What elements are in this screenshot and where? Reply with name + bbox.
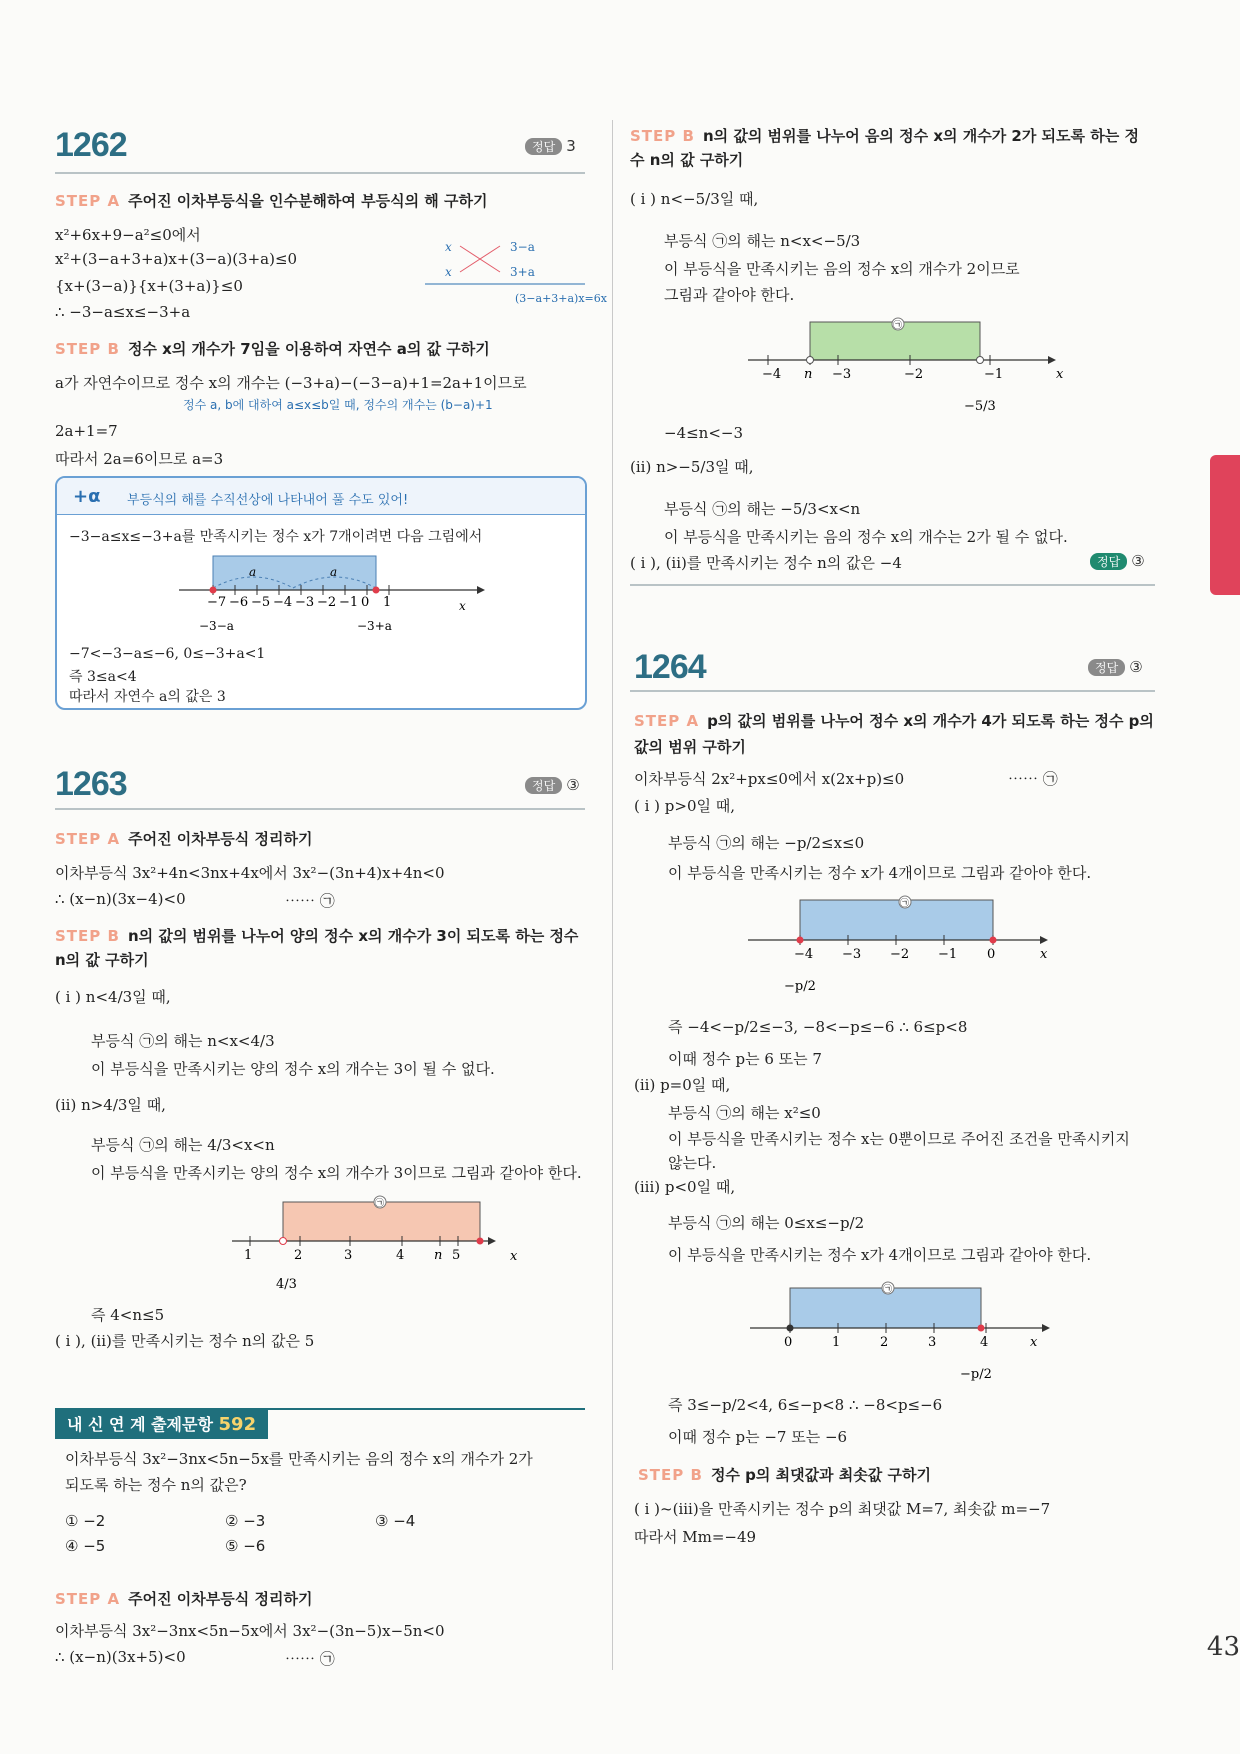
step-tag: STEP A bbox=[634, 712, 700, 730]
case-line: ( i ) p>0일 때, bbox=[634, 797, 736, 815]
step-tag: STEP A bbox=[55, 192, 121, 210]
text-line: 않는다. bbox=[668, 1154, 717, 1172]
text-line: 2a+1=7 bbox=[55, 422, 118, 440]
endpoint-marker bbox=[210, 587, 217, 594]
tick-label: 4 bbox=[980, 1335, 989, 1350]
answer-592 bbox=[1090, 552, 1145, 570]
step-a-1262 bbox=[55, 190, 488, 211]
region-marker-label: ㉠ bbox=[893, 321, 903, 331]
column-separator bbox=[612, 120, 613, 1670]
text-line: −4≤n<−3 bbox=[664, 424, 744, 442]
tick-label: −7 bbox=[207, 595, 227, 610]
tick-label: 2 bbox=[880, 1335, 889, 1350]
step-b-1263 bbox=[55, 924, 585, 972]
tick-label: −4 bbox=[762, 367, 782, 382]
divider bbox=[55, 172, 585, 174]
number-line-1263 bbox=[170, 1190, 518, 1298]
step-tag: STEP B bbox=[638, 1466, 703, 1484]
endpoint-marker bbox=[977, 357, 984, 364]
question-line: 되도록 하는 정수 n의 값은? bbox=[65, 1476, 247, 1494]
case-line: (ii) n>−5/3일 때, bbox=[630, 458, 754, 476]
endpoint-marker bbox=[990, 937, 997, 944]
answer-1263 bbox=[525, 776, 580, 794]
tick-label: n bbox=[434, 1248, 443, 1263]
tick-label: n bbox=[804, 367, 813, 382]
answer-label: 정답 bbox=[525, 777, 562, 794]
banner-number: 592 bbox=[218, 1414, 257, 1435]
step-title: n의 값의 범위를 나누어 음의 정수 x의 개수가 2가 되도록 하는 정수 n의 값 구하기 bbox=[630, 127, 1139, 169]
note: 정수 a, b에 대하여 a≤x≤b일 때, 정수의 개수는 (b−a)+1 bbox=[183, 398, 493, 412]
tick-label: −2 bbox=[890, 947, 910, 962]
eq-line: x²+(3−a+3+a)x+(3−a)(3+a)≤0 bbox=[55, 250, 298, 268]
tick-label: −1 bbox=[938, 947, 958, 962]
step-title: 주어진 이차부등식을 인수분해하여 부등식의 해 구하기 bbox=[128, 192, 488, 210]
text-line: 부등식 ㉠의 해는 x²≤0 bbox=[668, 1104, 821, 1122]
tick-label: −2 bbox=[904, 367, 924, 382]
problem-number-1263: 1263 bbox=[55, 765, 127, 803]
text-line: ( i )~(iii)을 만족시키는 정수 p의 최댓값 M=7, 최솟값 m=−7 bbox=[634, 1500, 1051, 1518]
left-endpoint-label: −3−a bbox=[199, 619, 234, 633]
choice[interactable]: ① −2 bbox=[65, 1512, 106, 1530]
tick-label: 0 bbox=[987, 947, 996, 962]
text-line: 이 부등식을 만족시키는 양의 정수 x의 개수가 3이므로 그림과 같아야 한다. bbox=[91, 1164, 582, 1182]
step-tag: STEP B bbox=[55, 340, 120, 358]
tip-line: 따라서 자연수 a의 값은 3 bbox=[69, 689, 226, 705]
case-line: (ii) p=0일 때, bbox=[634, 1076, 731, 1094]
tip-line: −7<−3−a≤−6, 0≤−3+a<1 bbox=[69, 646, 266, 662]
solution-region bbox=[800, 900, 993, 940]
text-line: 이 부등식을 만족시키는 음의 정수 x의 개수는 2가 될 수 없다. bbox=[664, 528, 1068, 546]
tick-label: −2 bbox=[317, 595, 337, 610]
right-endpoint-label: −3+a bbox=[357, 619, 392, 633]
case-line: (iii) p<0일 때, bbox=[634, 1178, 736, 1196]
endpoint-marker bbox=[807, 357, 814, 364]
endpoint-marker bbox=[797, 937, 804, 944]
answer-value: ③ bbox=[566, 776, 580, 794]
eq-line: ∴ −3−a≤x≤−3+a bbox=[55, 303, 191, 321]
divider bbox=[630, 584, 1155, 586]
problem-number-1262: 1262 bbox=[55, 126, 127, 164]
step-title: n의 값의 범위를 나누어 양의 정수 x의 개수가 3이 되도록 하는 정수 n의 값 구하기 bbox=[55, 927, 579, 969]
endpoint-marker bbox=[477, 1238, 484, 1245]
tick-label: −1 bbox=[339, 595, 359, 610]
step-title: 주어진 이차부등식 정리하기 bbox=[128, 1590, 313, 1608]
plus-alpha-icon: +α bbox=[73, 486, 101, 507]
step-a-1264 bbox=[634, 708, 1154, 760]
tick-label: 3 bbox=[928, 1335, 937, 1350]
step-title: p의 값의 범위를 나누어 정수 x의 개수가 4가 되도록 하는 정수 p의 값의 범위 구하기 bbox=[634, 712, 1154, 756]
text-line: 부등식 ㉠의 해는 n<x<−5/3 bbox=[664, 232, 861, 250]
choice[interactable]: ④ −5 bbox=[65, 1537, 106, 1555]
answer-1264 bbox=[1088, 658, 1143, 676]
fraction-label: −p/2 bbox=[784, 979, 816, 994]
step-tag: STEP A bbox=[55, 1590, 121, 1608]
text-line: 부등식 ㉠의 해는 4/3<x<n bbox=[91, 1136, 275, 1154]
tick-label: −4 bbox=[794, 947, 814, 962]
divider bbox=[630, 690, 1155, 692]
text-line: 이때 정수 p는 −7 또는 −6 bbox=[668, 1428, 848, 1446]
text-line: 따라서 2a=6이므로 a=3 bbox=[55, 450, 224, 468]
choice[interactable]: ② −3 bbox=[225, 1512, 266, 1530]
equation-ref: ⋯⋯ ㉠ bbox=[285, 1650, 335, 1668]
text-line: a가 자연수이므로 정수 x의 개수는 (−3+a)−(−3−a)+1=2a+1이므로 bbox=[55, 374, 527, 392]
tick-label: 1 bbox=[244, 1248, 253, 1263]
text-line: 이때 정수 p는 6 또는 7 bbox=[668, 1050, 822, 1068]
tick-label: 4 bbox=[396, 1248, 405, 1263]
text-line: 이 부등식을 만족시키는 정수 x가 4개이므로 그림과 같아야 한다. bbox=[668, 1246, 1092, 1264]
step-tag: STEP B bbox=[630, 127, 695, 145]
equation-ref: ⋯⋯ ㉠ bbox=[1008, 770, 1058, 788]
axis-label: x bbox=[1030, 1335, 1038, 1350]
conclusion: ( i ), (ii)를 만족시키는 정수 n의 값은 −4 bbox=[630, 554, 902, 572]
number-line-1264-b bbox=[750, 1272, 1070, 1388]
number-line-1264-a bbox=[740, 890, 1070, 1002]
region-marker-label: ㉠ bbox=[900, 899, 910, 909]
solution-region bbox=[213, 556, 376, 590]
number-line-tip bbox=[177, 552, 497, 642]
linked-question-banner bbox=[55, 1408, 268, 1439]
text-line: 따라서 Mm=−49 bbox=[634, 1528, 757, 1546]
choice[interactable]: ③ −4 bbox=[375, 1512, 416, 1530]
answer-label: 정답 bbox=[1088, 659, 1125, 676]
endpoint-marker bbox=[787, 1325, 794, 1332]
tick-label: 0 bbox=[784, 1335, 793, 1350]
text-line: 이 부등식을 만족시키는 정수 x가 4개이므로 그림과 같아야 한다. bbox=[668, 864, 1092, 882]
axis-label: x bbox=[1040, 947, 1048, 962]
cross-multiplication-diagram bbox=[385, 236, 607, 306]
tick-label: −1 bbox=[984, 367, 1004, 382]
axis-arrow bbox=[1040, 936, 1048, 944]
case-line: (ii) n>4/3일 때, bbox=[55, 1096, 166, 1114]
fraction-label: 4/3 bbox=[276, 1277, 297, 1292]
text-line: ∴ (x−n)(3x+5)<0 bbox=[55, 1648, 186, 1666]
text-line: 부등식 ㉠의 해는 −5/3<x<n bbox=[664, 500, 861, 518]
axis-label: x bbox=[510, 1249, 518, 1264]
text-line: 부등식 ㉠의 해는 n<x<4/3 bbox=[91, 1032, 275, 1050]
tick-label: 2 bbox=[294, 1248, 303, 1263]
endpoint-marker bbox=[373, 587, 380, 594]
step-b-592 bbox=[630, 124, 1150, 172]
tip-line: 즉 3≤a<4 bbox=[69, 669, 137, 685]
tick-label: 5 bbox=[452, 1248, 461, 1263]
axis-label: x bbox=[459, 599, 466, 613]
problem-number-1264: 1264 bbox=[634, 648, 706, 686]
text-line: 즉 −4<−p/2≤−3, −8<−p≤−6 ∴ 6≤p<8 bbox=[668, 1018, 968, 1036]
step-b-1264 bbox=[638, 1464, 931, 1485]
tick-label: 1 bbox=[383, 595, 392, 610]
cross-x1: x bbox=[445, 240, 452, 254]
tick-label: 3 bbox=[344, 1248, 353, 1263]
answer-label: 정답 bbox=[525, 138, 562, 155]
axis-arrow bbox=[1042, 1324, 1050, 1332]
tick-label: 0 bbox=[361, 595, 370, 610]
tick-label: −3 bbox=[832, 367, 852, 382]
tick-label: −4 bbox=[273, 595, 293, 610]
axis-arrow bbox=[477, 586, 485, 594]
text-line: 이차부등식 2x²+px≤0에서 x(2x+p)≤0 bbox=[634, 770, 905, 788]
text-line: 이 부등식을 만족시키는 양의 정수 x의 개수는 3이 될 수 없다. bbox=[91, 1060, 495, 1078]
tip-line: −3−a≤x≤−3+a를 만족시키는 정수 x가 7개이려면 다음 그림에서 bbox=[69, 529, 483, 545]
text-line: 이 부등식을 만족시키는 음의 정수 x의 개수가 2이므로 bbox=[664, 260, 1020, 278]
text-line: ∴ (x−n)(3x−4)<0 bbox=[55, 890, 186, 908]
step-tag: STEP B bbox=[55, 927, 120, 945]
text-line: 즉 3≤−p/2<4, 6≤−p<8 ∴ −8<p≤−6 bbox=[668, 1396, 943, 1414]
chapter-tab bbox=[1210, 455, 1240, 595]
conclusion: ( i ), (ii)를 만족시키는 정수 n의 값은 5 bbox=[55, 1332, 315, 1350]
endpoint-marker bbox=[978, 1325, 985, 1332]
text-line: 그림과 같아야 한다. bbox=[664, 286, 795, 304]
text-line: 부등식 ㉠의 해는 −p/2≤x≤0 bbox=[668, 834, 865, 852]
cross-f1: 3−a bbox=[510, 240, 535, 254]
answer-value: ③ bbox=[1131, 552, 1145, 570]
text-line: 부등식 ㉠의 해는 0≤x≤−p/2 bbox=[668, 1214, 865, 1232]
tip-box bbox=[55, 476, 587, 710]
answer-1262 bbox=[525, 137, 576, 155]
step-a-592 bbox=[55, 1588, 312, 1609]
step-title: 정수 p의 최댓값과 최솟값 구하기 bbox=[710, 1466, 931, 1484]
question-line: 이차부등식 3x²−3nx<5n−5x를 만족시키는 음의 정수 x의 개수가 2가 bbox=[65, 1450, 533, 1468]
step-a-1263 bbox=[55, 828, 312, 849]
case-line: ( i ) n<−5/3일 때, bbox=[630, 190, 759, 208]
step-tag: STEP A bbox=[55, 830, 121, 848]
arc-label: a bbox=[330, 565, 338, 579]
number-line-592 bbox=[740, 312, 1070, 422]
cross-f2: 3+a bbox=[510, 265, 535, 279]
tick-label: −6 bbox=[229, 595, 249, 610]
fraction-label: −5/3 bbox=[964, 399, 996, 414]
case-line: ( i ) n<4/3일 때, bbox=[55, 988, 171, 1006]
tip-title: 부등식의 해를 수직선상에 나타내어 풀 수도 있어! bbox=[127, 493, 409, 508]
eq-line: x²+6x+9−a²≤0에서 bbox=[55, 226, 201, 244]
divider bbox=[55, 808, 585, 810]
banner-label: 내 신 연 계 출제문항 bbox=[67, 1415, 213, 1434]
region-marker-label: ㉠ bbox=[375, 1199, 385, 1209]
choice[interactable]: ⑤ −6 bbox=[225, 1537, 266, 1555]
cross-sum: (3−a+3+a)x=6x bbox=[515, 292, 607, 305]
axis-label: x bbox=[1056, 367, 1064, 382]
tick-label: −3 bbox=[295, 595, 315, 610]
page-number: 43 bbox=[1206, 1632, 1240, 1662]
step-title: 주어진 이차부등식 정리하기 bbox=[128, 830, 313, 848]
tick-label: −3 bbox=[842, 947, 862, 962]
answer-label: 정답 bbox=[1090, 553, 1127, 570]
endpoint-marker bbox=[280, 1238, 287, 1245]
answer-value: 3 bbox=[566, 137, 576, 155]
text-line: 즉 4<n≤5 bbox=[91, 1306, 165, 1324]
tick-label: 1 bbox=[832, 1335, 841, 1350]
step-b-1262 bbox=[55, 338, 490, 359]
fraction-label: −p/2 bbox=[960, 1367, 992, 1382]
text-line: 이 부등식을 만족시키는 정수 x는 0뿐이므로 주어진 조건을 만족시키지 bbox=[668, 1130, 1130, 1148]
arc-label: a bbox=[249, 565, 257, 579]
axis-arrow bbox=[488, 1237, 496, 1245]
text-line: 이차부등식 3x²+4n<3nx+4x에서 3x²−(3n+4)x+4n<0 bbox=[55, 864, 445, 882]
region-marker-label: ㉠ bbox=[883, 1285, 893, 1295]
answer-value: ③ bbox=[1129, 658, 1143, 676]
tick-label: −5 bbox=[251, 595, 271, 610]
text-line: 이차부등식 3x²−3nx<5n−5x에서 3x²−(3n−5)x−5n<0 bbox=[55, 1622, 445, 1640]
eq-line: {x+(3−a)}{x+(3+a)}≤0 bbox=[55, 277, 243, 295]
cross-x2: x bbox=[445, 265, 452, 279]
equation-ref: ⋯⋯ ㉠ bbox=[285, 892, 335, 910]
axis-arrow bbox=[1048, 356, 1056, 364]
step-title: 정수 x의 개수가 7임을 이용하여 자연수 a의 값 구하기 bbox=[127, 340, 490, 358]
